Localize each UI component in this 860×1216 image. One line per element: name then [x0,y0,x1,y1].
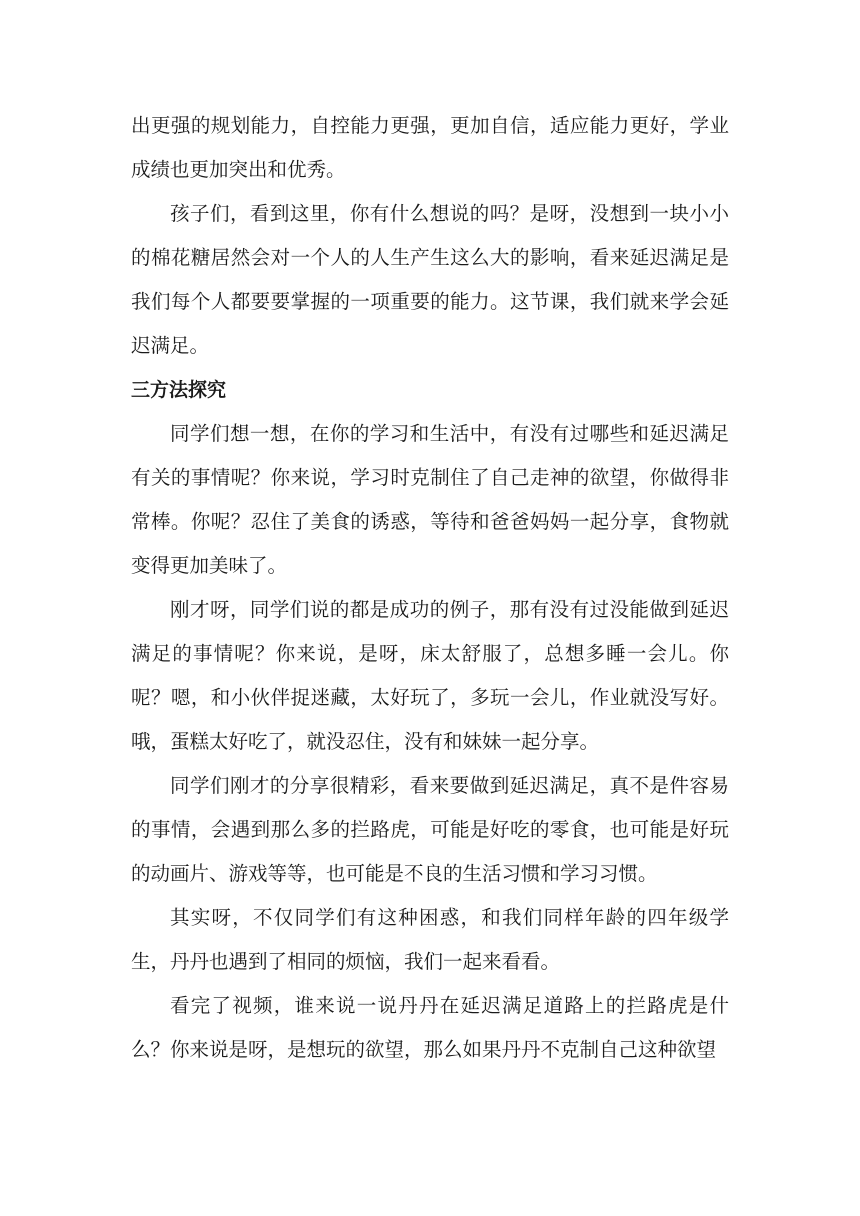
paragraph: 刚才呀，同学们说的都是成功的例子，那有没有过没能做到延迟满足的事情呢？你来说，是呀，床太舒服了，总想多睡一会儿。你呢？嗯，和小伙伴捉迷藏，太好玩了，多玩一会儿，作业就没写好。哦，蛋糕太好吃了，就没忍住，没有和妹妹一起分享。 [131,598,729,753]
paragraph: 看完了视频，谁来说一说丹丹在延迟满足道路上的拦路虎是什么？你来说是呀，是想玩的欲望，那么如果丹丹不克制自己这种欲望 [131,994,729,1061]
paragraph: 其实呀，不仅同学们有这种困惑，和我们同样年龄的四年级学生，丹丹也遇到了相同的烦恼，我们一起来看看。 [131,906,729,973]
paragraph-continuation: 出更强的规划能力，自控能力更强，更加自信，适应能力更好，学业成绩也更加突出和优秀。 [131,114,729,181]
section-heading: 三方法探究 [131,379,227,401]
document-page [131,104,729,1072]
paragraph: 孩子们，看到这里，你有什么想说的吗？是呀，没想到一块小小的棉花糖居然会对一个人的人生产生这么大的影响，看来延迟满足是我们每个人都要要掌握的一项重要的能力。这节课，我们就来学会延迟满足。 [131,202,729,357]
paragraph: 同学们想一想，在你的学习和生活中，有没有过哪些和延迟满足有关的事情呢？你来说，学习时克制住了自己走神的欲望，你做得非常棒。你呢？忍住了美食的诱惑，等待和爸爸妈妈一起分享，食物就变得更加美味了。 [131,422,729,577]
paragraph: 同学们刚才的分享很精彩，看来要做到延迟满足，真不是件容易的事情，会遇到那么多的拦路虎，可能是好吃的零食，也可能是好玩的动画片、游戏等等，也可能是不良的生活习惯和学习习惯。 [131,774,729,885]
